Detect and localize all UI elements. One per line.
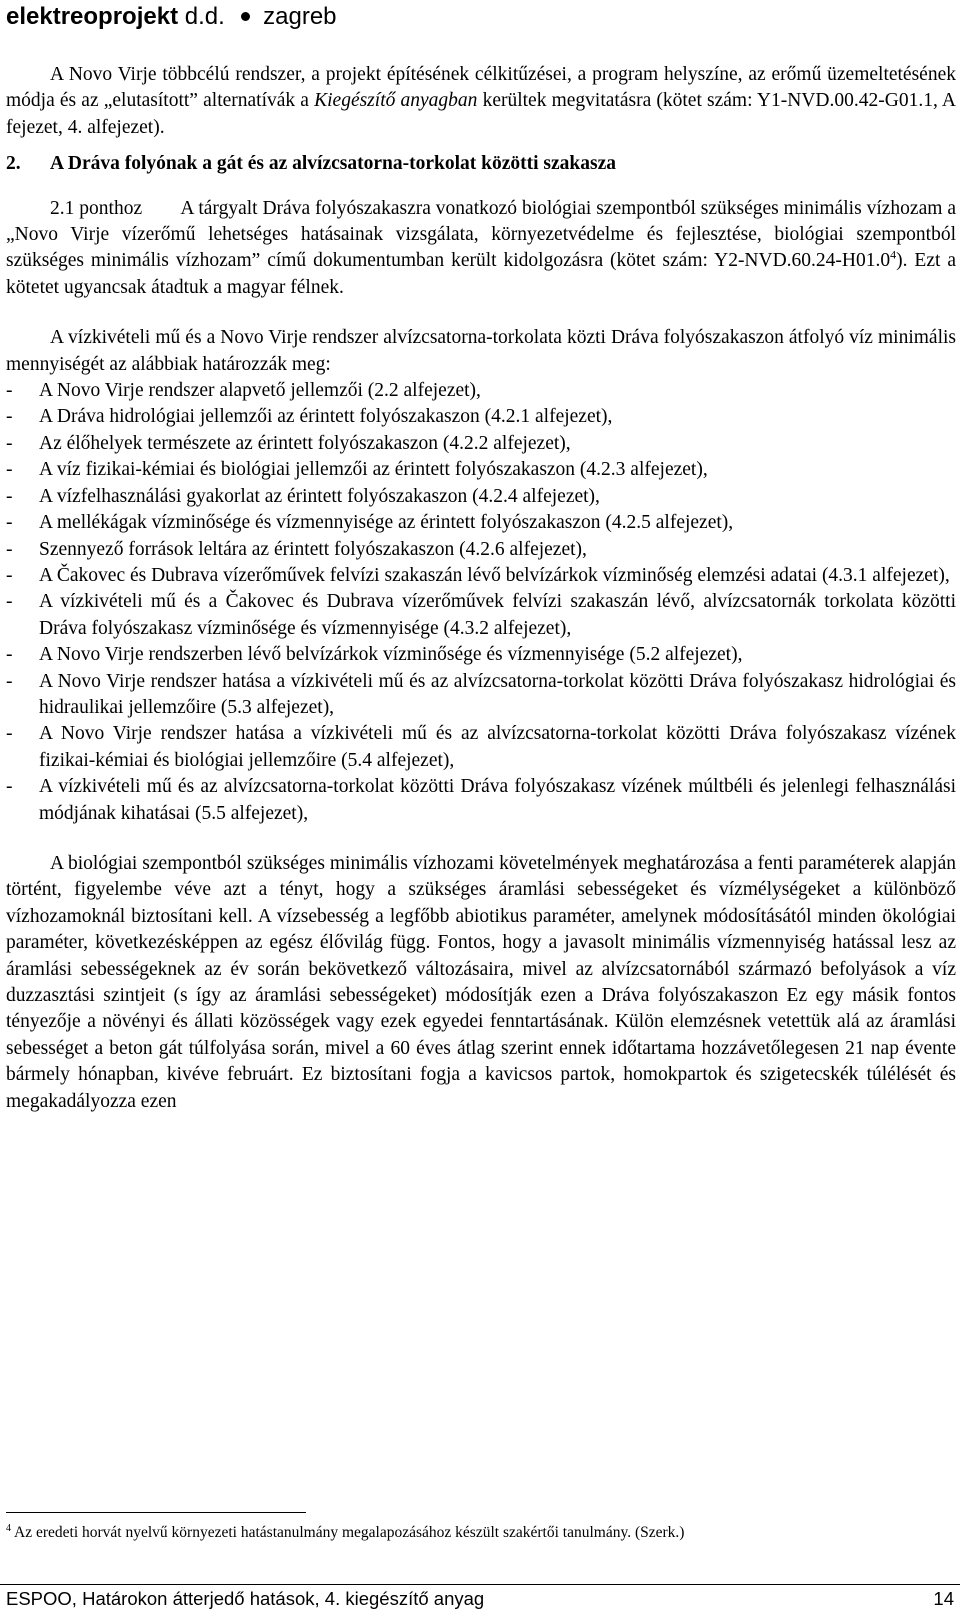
footnote	[6, 1519, 956, 1543]
list-item: - A Novo Virje rendszer alapvető jellemzői (2.2 alfejezet),	[6, 378, 956, 404]
section-number: 2.	[6, 153, 21, 175]
list-item: - A Novo Virje rendszer hatása a vízkivételi mű és az alvízcsatorna-torkolat közötti Dráva folyószakasz hidrológiai és hidraulikai jellemzőire (5.3 alfejezet),	[6, 669, 956, 722]
point-label: 2.1 ponthoz	[50, 197, 143, 219]
list-item: - A vízkivételi mű és a Čakovec és Dubrava vízerőművek felvízi szakaszán lévő, alvízcsatornák torkolata közötti Dráva folyószakasz vízminősége és vízmennyisége (4.3.2 alfejezet),	[6, 589, 956, 642]
company-city: zagreb	[263, 3, 337, 30]
page-header	[6, 2, 337, 32]
list-item: - A vízkivételi mű és az alvízcsatorna-torkolat közötti Dráva folyószakasz vízének múltbéli és jelenlegi felhasználási módjának kihatásai (5.5 alfejezet),	[6, 774, 956, 827]
list-intro: A vízkivételi mű és a Novo Virje rendszer alvízcsatorna-torkolata közti Dráva folyószakaszon átfolyó víz minimális mennyiségét az alábbiak határozzák meg:	[6, 327, 956, 375]
list-item: - A Čakovec és Dubrava vízerőművek felvízi szakaszán lévő belvízárkok vízminőség elemzési adatai (4.3.1 alfejezet),	[6, 563, 956, 589]
company-suffix: d.d.	[184, 3, 225, 30]
list-item: - A Novo Virje rendszerben lévő belvízárkok vízminősége és vízmennyisége (5.2 alfejezet),	[6, 642, 956, 668]
list-item: - A Novo Virje rendszer hatása a vízkivételi mű és az alvízcsatorna-torkolat közötti Dráva folyószakasz vízének fizikai-kémiai és biológiai jellemzőire (5.4 alfejezet),	[6, 721, 956, 774]
page-footer	[6, 1587, 954, 1611]
footer-divider	[0, 1584, 960, 1585]
footer-title: ESPOO, Határokon átterjedő hatások, 4. kiegészítő anyag	[6, 1588, 485, 1609]
list-item: - A vízfelhasználási gyakorlat az érintett folyószakaszon (4.2.4 alfejezet),	[6, 484, 956, 510]
footnote-text: Az eredeti horvát nyelvű környezeti hatástanulmány megalapozásához készült szakértői tanulmány. (Szerk.)	[14, 1524, 685, 1542]
section-title: A Dráva folyónak a gát és az alvízcsatorna-torkolat közötti szakasza	[50, 153, 616, 175]
document-body	[6, 62, 956, 1115]
footnote-divider	[6, 1512, 306, 1513]
intro-paragraph	[6, 62, 956, 141]
point-paragraph	[6, 196, 956, 302]
closing-paragraph: A biológiai szempontból szükséges minimális vízhozami követelmények meghatározása a fenti paraméterek alapján történt, figyelembe véve azt a tényt, hogy a szükséges áramlási sebességeket és vízmélységeket a különböző vízhozamoknál biztosítani kell. A vízsebesség a legfőbb abiotikus paraméter, amelynek módosításától minden ökológiai paraméter, következésképpen az egész élővilág függ. Fontos, hogy a javasolt minimális vízmennyiség hatással lesz az áramlási sebességeknek az év során bekövetkező változásaira, mivel az alvízcsatornából származó befolyások a víz duzzasztási szintjeit (s így az áramlási sebességeket) módosítják ezen a Dráva folyószakaszon Ez egy másik fontos tényezője a növényi és állati közösségek vagy ezek egyedei fenntartásának. Külön elemzésnek vetettük alá az áramlási sebességet a beton gát túlfolyása során, mivel a 60 éves átlag szerint ennek időtartama hozzávetőlegesen 21 nap évente bármely hónapban, kivéve februárt. Ez biztosítani fogja a kavicsos partok, homokpartok és szigetecskék túlélését és megakadályozza ezen	[6, 852, 956, 1112]
page-number: 14	[933, 1588, 954, 1609]
intro-italic-ref: Kiegészítő anyagban	[314, 90, 478, 112]
bullet-dot-icon	[241, 12, 250, 21]
intro-text-start: A Novo Virje többcélú rendszer, a projekt építésének célkitűzései, a program helyszíne, az erőmű üzemeltetésének módja és az „elutasított” alternatívák a	[6, 64, 956, 112]
list-item: - Szennyező források leltára az érintett folyószakaszon (4.2.6 alfejezet),	[6, 537, 956, 563]
point-text-end: ). Ezt a kötetet ugyancsak átadtuk a magyar félnek.	[6, 250, 956, 298]
company-brand: elektreoprojekt	[6, 3, 179, 30]
footnote-number: 4	[6, 1523, 11, 1534]
factor-list	[6, 378, 956, 827]
point-text-start: A tárgyalt Dráva folyószakaszra vonatkozó biológiai szempontból szükséges minimális vízhozam a „Novo Virje vízerőmű lehetséges hatásainak vizsgálata, környezetvédelme és fejlesztése, biológiai szempontból szükséges minimális vízhozam” című dokumentumban került kidolgozásra (kötet szám: Y2-NVD.60.24-H01.0	[6, 197, 956, 272]
list-item: - A víz fizikai-kémiai és biológiai jellemzői az érintett folyószakaszon (4.2.3 alfejezet),	[6, 457, 956, 483]
intro-text-end: kerültek megvitatásra (kötet szám: Y1-NVD.00.42-G01.1, A fejezet, 4. alfejezet).	[6, 90, 956, 138]
footnote-reference: 4	[890, 247, 897, 262]
section-heading	[6, 151, 956, 177]
list-item: - Az élőhelyek természete az érintett folyószakaszon (4.2.2 alfejezet),	[6, 431, 956, 457]
list-item: - A mellékágak vízminősége és vízmennyisége az érintett folyószakaszon (4.2.5 alfejezet),	[6, 510, 956, 536]
list-item: - A Dráva hidrológiai jellemzői az érintett folyószakaszon (4.2.1 alfejezet),	[6, 404, 956, 430]
